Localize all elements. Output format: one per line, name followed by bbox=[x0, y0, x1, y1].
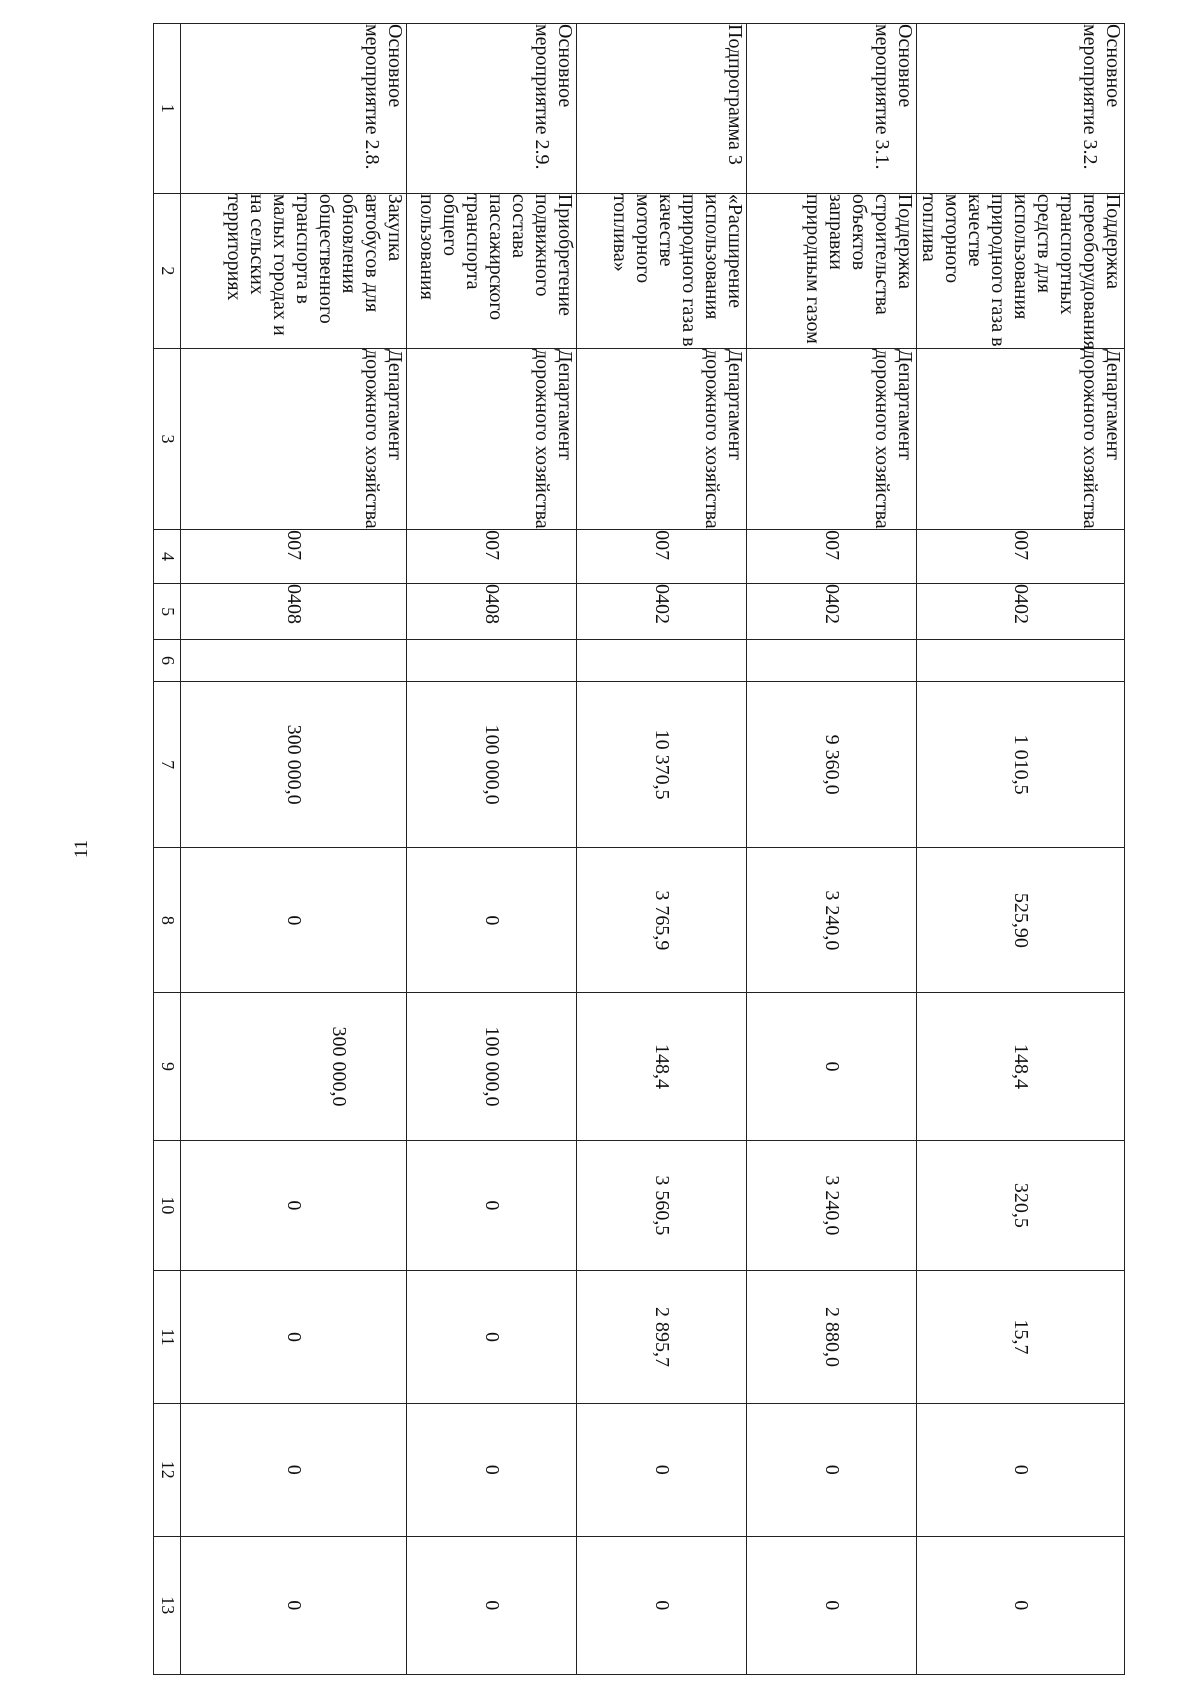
cell-col-5: 0408 bbox=[407, 584, 577, 640]
executor: Департамент дорожного хозяйства bbox=[407, 349, 577, 530]
cell-col-4: 007 bbox=[577, 530, 747, 584]
cell-col-10: 320,5 bbox=[917, 1140, 1125, 1270]
cell-col-8: 3 240,0 bbox=[747, 848, 917, 993]
column-number: 1 bbox=[154, 24, 181, 194]
measure-name: Основное мероприятие 2.8. bbox=[181, 24, 407, 194]
column-number: 9 bbox=[154, 993, 181, 1140]
cell-col-9: 148,4 bbox=[577, 993, 747, 1140]
table-row bbox=[577, 24, 747, 1675]
executor: Департамент дорожного хозяйства bbox=[577, 349, 747, 530]
cell-col-6 bbox=[181, 640, 407, 682]
cell-col-7: 9 360,0 bbox=[747, 681, 917, 847]
cell-col-8: 0 bbox=[407, 848, 577, 993]
cell-col-8: 525,90 bbox=[917, 848, 1125, 993]
cell-col-11: 0 bbox=[407, 1271, 577, 1404]
cell-col-10: 0 bbox=[181, 1140, 407, 1270]
column-number: 3 bbox=[154, 349, 181, 530]
cell-col-5: 0402 bbox=[577, 584, 747, 640]
column-number: 4 bbox=[154, 530, 181, 584]
cell-col-4: 007 bbox=[747, 530, 917, 584]
cell-col-11: 15,7 bbox=[917, 1271, 1125, 1404]
cell-col-6 bbox=[407, 640, 577, 682]
executor: Департамент дорожного хозяйства bbox=[181, 349, 407, 530]
cell-col-6 bbox=[917, 640, 1125, 682]
measure-title: Поддержка строительства объектов заправки природным газом bbox=[747, 193, 917, 348]
cell-col-4: 007 bbox=[917, 530, 1125, 584]
measure-name: Основное мероприятие 2.9. bbox=[407, 24, 577, 194]
cell-col-13: 0 bbox=[407, 1536, 577, 1674]
cell-col-4: 007 bbox=[407, 530, 577, 584]
cell-col-13: 0 bbox=[181, 1536, 407, 1674]
cell-col-11: 0 bbox=[181, 1271, 407, 1404]
measure-name: Подпрограмма 3 bbox=[577, 24, 747, 194]
cell-col-5: 0402 bbox=[917, 584, 1125, 640]
measure-title: Приобретение подвижного состава пассажирского транспорта общего пользования bbox=[407, 193, 577, 348]
cell-col-12: 0 bbox=[917, 1403, 1125, 1536]
measure-title: Поддержка переоборудования транспортных средств для использования природного газа в качестве моторного топлива bbox=[918, 193, 1124, 350]
measure-title: Закупка автобусов для обновления общественного транспорта в малых городах и на сельских территориях bbox=[181, 193, 407, 348]
column-number: 8 bbox=[154, 848, 181, 993]
cell-col-13: 0 bbox=[917, 1536, 1125, 1674]
cell-col-7: 300 000,0 bbox=[181, 681, 407, 847]
column-number: 7 bbox=[154, 681, 181, 847]
measure-name: Основное мероприятие 3.1. bbox=[747, 24, 917, 194]
cell-col-12: 0 bbox=[747, 1403, 917, 1536]
column-number: 12 bbox=[154, 1403, 181, 1536]
cell-col-8: 3 765,9 bbox=[577, 848, 747, 993]
cell-col-12: 0 bbox=[181, 1403, 407, 1536]
column-number-row bbox=[154, 24, 181, 1675]
column-number: 6 bbox=[154, 640, 181, 682]
column-number: 5 bbox=[154, 584, 181, 640]
cell-col-9: 148,4 bbox=[917, 993, 1125, 1140]
cell-col-9: 300 000,0 bbox=[181, 993, 407, 1140]
cell-col-7: 100 000,0 bbox=[407, 681, 577, 847]
cell-col-9: 0 bbox=[747, 993, 917, 1140]
measure-title: «Расширение использования природного газа в качестве моторного топлива» bbox=[577, 193, 747, 348]
cell-col-10: 3 560,5 bbox=[577, 1140, 747, 1270]
cell-col-7: 1 010,5 bbox=[917, 681, 1125, 847]
cell-col-11: 2 895,7 bbox=[577, 1271, 747, 1404]
cell-col-10: 3 240,0 bbox=[747, 1140, 917, 1270]
table-row bbox=[917, 24, 1125, 1675]
page-number: 11 bbox=[71, 839, 92, 859]
cell-col-9: 100 000,0 bbox=[407, 993, 577, 1140]
column-number: 13 bbox=[154, 1536, 181, 1674]
cell-col-13: 0 bbox=[577, 1536, 747, 1674]
cell-col-6 bbox=[577, 640, 747, 682]
table-row bbox=[747, 24, 917, 1675]
table-row bbox=[181, 24, 407, 1675]
cell-col-6 bbox=[747, 640, 917, 682]
executor: Департамент дорожного хозяйства bbox=[917, 349, 1125, 530]
cell-col-10: 0 bbox=[407, 1140, 577, 1270]
cell-col-12: 0 bbox=[577, 1403, 747, 1536]
column-number: 11 bbox=[154, 1271, 181, 1404]
program-table bbox=[153, 23, 1125, 1675]
column-number: 10 bbox=[154, 1140, 181, 1270]
cell-col-5: 0402 bbox=[747, 584, 917, 640]
cell-col-4: 007 bbox=[181, 530, 407, 584]
cell-col-11: 2 880,0 bbox=[747, 1271, 917, 1404]
cell-col-8: 0 bbox=[181, 848, 407, 993]
column-number: 2 bbox=[154, 193, 181, 348]
cell-col-13: 0 bbox=[747, 1536, 917, 1674]
table-row bbox=[407, 24, 577, 1675]
executor: Департамент дорожного хозяйства bbox=[747, 349, 917, 530]
cell-col-7: 10 370,5 bbox=[577, 681, 747, 847]
cell-col-5: 0408 bbox=[181, 584, 407, 640]
measure-name: Основное мероприятие 3.2. bbox=[917, 24, 1125, 194]
cell-col-12: 0 bbox=[407, 1403, 577, 1536]
